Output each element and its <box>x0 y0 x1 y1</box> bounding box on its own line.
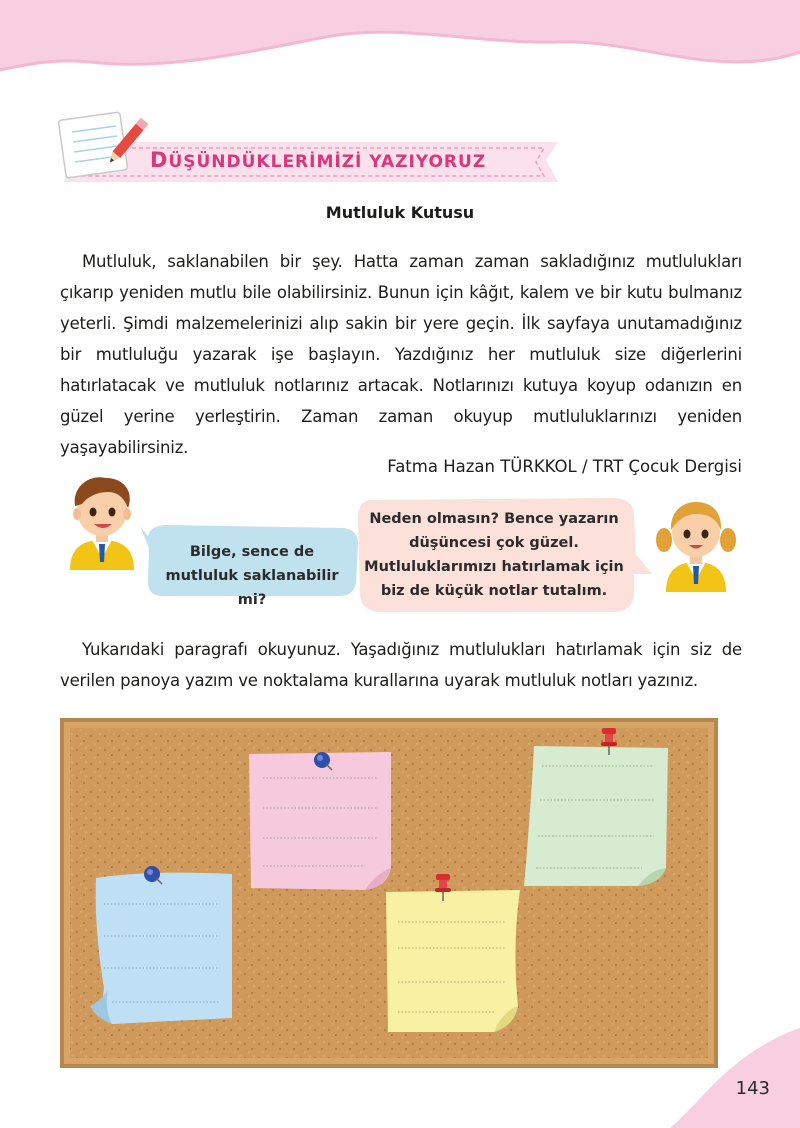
section-title-initial: D <box>150 148 169 172</box>
article-paragraph: Mutluluk, saklanabilen bir şey. Hatta zaman zaman sakladığınız mutlulukları çıkarıp yeniden mutlu bile olabilirsiniz. Bunun için kâğıt, kalem ve bir kutu bulmanız yeterli. Şimdi malzemelerinizi alıp sakin bir yere geçin. İlk sayfaya unutamadığınız bir mutluluğu yazarak işe başlayın. Yazdığınız her mutluluk size diğerlerini hatırlatacak ve mutluluk notlarınız artacak. Notlarınızı kutuya koyup odanızın en güzel yerine yerleştirin. Zaman zaman okuyup mutluluklarınızı yeniden yaşayabilirsiniz. <box>60 252 742 457</box>
boy-speech-text: Bilge, sence de mutluluk saklanabilir mi? <box>165 544 339 608</box>
blue-pushpin-icon <box>142 864 164 886</box>
boy-speech-bubble <box>140 518 362 608</box>
article-source: Fatma Hazan TÜRKKOL / TRT Çocuk Dergisi <box>387 457 742 476</box>
sticky-note-green[interactable] <box>520 740 672 890</box>
section-title-rest: ÜŞÜNDÜKLERİMİZİ YAZIYORUZ <box>168 152 487 172</box>
red-pushpin-icon <box>432 874 454 902</box>
instruction-paragraph: Yukarıdaki paragrafı okuyunuz. Yaşadığınız mutlulukları hatırlamak için siz de verilen panoya yazım ve noktalama kurallarına uyarak mutluluk notları yazınız. <box>60 640 742 690</box>
notepad-icon <box>58 112 127 178</box>
article-title: Mutluluk Kutusu <box>325 203 475 222</box>
section-title <box>150 148 486 172</box>
sticky-note-blue[interactable] <box>86 868 236 1028</box>
boy-character-illustration <box>62 470 142 570</box>
cork-board <box>60 718 718 1068</box>
top-wave-decoration <box>0 0 800 90</box>
section-banner <box>58 108 568 194</box>
girl-speech-text: Neden olmasın? Bence yazarın düşüncesi çok güzel. Mutluluklarımızı hatırlamak için biz de küçük notlar tutalım. <box>364 511 624 599</box>
girl-speech-bubble <box>352 494 652 616</box>
blue-pushpin-icon <box>312 750 334 772</box>
red-pushpin-icon <box>598 728 620 756</box>
page-number: 143 <box>735 1078 770 1099</box>
sticky-note-yellow[interactable] <box>382 886 524 1038</box>
girl-character-illustration <box>656 492 736 592</box>
